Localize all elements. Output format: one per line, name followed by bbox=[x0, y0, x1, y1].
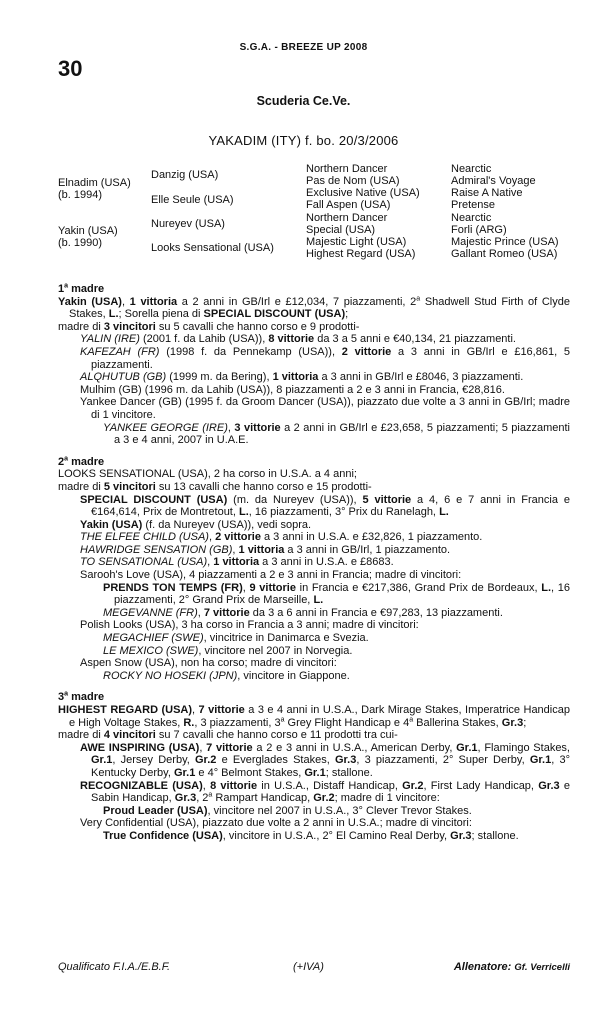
record-entry: YALIN (IRE) (2001 f. da Lahib (USA)), 8 vittorie da 3 a 5 anni e €40,134, 21 piazzamenti. bbox=[80, 333, 516, 346]
record-entry: ROCKY NO HOSEKI (JPN), vincitore in Giappone. bbox=[103, 669, 350, 682]
record-entry: KAFEZAH (FR) (1998 f. da Pennekamp (USA)), 2 vittorie a 3 anni in GB/Irl e £16,861, 5 piazzamenti. bbox=[80, 345, 570, 371]
pedigree-g2: Danzig (USA) bbox=[151, 169, 219, 181]
pedigree-g3: Fall Aspen (USA) bbox=[306, 199, 391, 211]
record-entry: ALQHUTUB (GB) (1999 m. da Bering), 1 vittoria a 3 anni in GB/Irl e £8046, 3 piazzamenti. bbox=[80, 371, 524, 384]
section-heading: 2$^a$ madre bbox=[58, 455, 105, 468]
footer-trainer bbox=[454, 961, 570, 973]
record-entry: Yankee Dancer (GB) (1995 f. da Groom Dancer (USA)), piazzato due volte a 3 anni in GB/Irl; madre di 1 vincitore. bbox=[80, 396, 570, 421]
record-entry: YANKEE GEORGE (IRE), 3 vittorie a 2 anni in GB/Irl e £23,658, 5 piazzamenti; 5 piazzamenti a 3 e 4 anni, 2007 in U.A.E. bbox=[103, 421, 570, 447]
pedigree-g4: Pretense bbox=[451, 199, 496, 211]
pedigree-g4: Forli (ARG) bbox=[451, 224, 507, 236]
pedigree-g3: Pas de Nom (USA) bbox=[306, 175, 400, 187]
pedigree-g4: Raise A Native bbox=[451, 187, 523, 199]
pedigree-dam: Yakin (USA) bbox=[58, 225, 118, 237]
section-heading: 1$^a$ madre bbox=[58, 282, 105, 295]
pedigree-g2: Looks Sensational (USA) bbox=[151, 242, 274, 254]
record-entry: SPECIAL DISCOUNT (USA) (m. da Nureyev (USA)), 5 vittorie a 4, 6 e 7 anni in Francia e €164,614, Prix de Montretout, L., 16 piazzamenti, 3° Prix du Ranelagh, L. bbox=[80, 493, 570, 519]
footer-vat-note: (+IVA) bbox=[293, 961, 324, 973]
record-entry: Proud Leader (USA), vincitore nel 2007 in U.S.A., 3° Clever Trevor Stakes. bbox=[103, 804, 472, 817]
record-entry: MEGACHIEF (SWE), vincitrice in Danimarca e Svezia. bbox=[103, 632, 369, 645]
horse-title: YAKADIM (ITY) f. bo. 20/3/2006 bbox=[208, 133, 399, 148]
record-entry: madre di 4 vincitori su 7 cavalli che hanno corso e 11 prodotti tra cui- bbox=[58, 729, 398, 742]
record-entry: LE MEXICO (SWE), vincitore nel 2007 in Norvegia. bbox=[103, 644, 353, 657]
record-entry: True Confidence (USA), vincitore in U.S.A., 2° El Camino Real Derby, Gr.3; stallone. bbox=[103, 829, 519, 842]
record-entry: AWE INSPIRING (USA), 7 vittorie a 2 e 3 anni in U.S.A., American Derby, Gr.1, Flamingo Stakes, Gr.1, Jersey Derby, Gr.2 e Everglades Stakes, Gr.3, 3 piazzamenti, 2° Super Derby, Gr.1, 3° Kentucky Derby, Gr.1 e 4° Belmont Stakes, Gr.1; stallone. bbox=[80, 741, 570, 779]
record-entry: TO SENSATIONAL (USA), 1 vittoria a 3 anni in U.S.A. e £8683. bbox=[80, 556, 394, 569]
record-entry: THE ELFEE CHILD (USA), 2 vittorie a 3 anni in U.S.A. e £32,826, 1 piazzamento. bbox=[80, 531, 483, 544]
pedigree-g2: Elle Seule (USA) bbox=[151, 194, 234, 206]
record-entry: madre di 5 vincitori su 13 cavalli che hanno corso e 15 prodotti- bbox=[58, 480, 372, 493]
pedigree-g4: Nearctic bbox=[451, 212, 492, 224]
pedigree-g3: Exclusive Native (USA) bbox=[306, 187, 420, 199]
pedigree-g4: Gallant Romeo (USA) bbox=[451, 248, 558, 260]
pedigree-g4: Nearctic bbox=[451, 163, 492, 175]
record-entry: Polish Looks (USA), 3 ha corso in Francia a 3 anni; madre di vincitori: bbox=[80, 619, 419, 632]
pedigree-g3: Northern Dancer bbox=[306, 163, 388, 175]
pedigree-g3: Northern Dancer bbox=[306, 212, 388, 224]
lot-number: 30 bbox=[58, 56, 83, 81]
record-entry: Yakin (USA) (f. da Nureyev (USA)), vedi sopra. bbox=[80, 518, 312, 531]
produce-record bbox=[58, 283, 570, 843]
pedigree-g4: Majestic Prince (USA) bbox=[451, 236, 559, 248]
pedigree-sire-year: (b. 1994) bbox=[58, 189, 103, 201]
pedigree-g3: Highest Regard (USA) bbox=[306, 248, 416, 260]
pedigree-table bbox=[58, 160, 588, 264]
record-entry: HIGHEST REGARD (USA), 7 vittorie a 3 e 4 anni in U.S.A., Dark Mirage Stakes, Imperatrice Handicap e High Voltage Stakes, R., 3 piazzamenti, 3$^a$ Grey Flight Handicap e 4$^a$ Ballerina Stakes, Gr.3; bbox=[58, 704, 570, 729]
pedigree-g2: Nureyev (USA) bbox=[151, 218, 225, 230]
pedigree-g3: Majestic Light (USA) bbox=[306, 236, 407, 248]
record-entry: RECOGNIZABLE (USA), 8 vittorie in U.S.A., Distaff Handicap, Gr.2, First Lady Handicap, Gr.3 e Sabin Handicap, Gr.3, 2$^a$ Rampart Handicap, Gr.2; madre di 1 vincitore: bbox=[80, 779, 570, 805]
record-entry: Aspen Snow (USA), non ha corso; madre di vincitori: bbox=[80, 657, 337, 670]
footer-qualification: Qualificato F.I.A./E.B.F. bbox=[58, 961, 171, 973]
pedigree-sire: Elnadim (USA) bbox=[58, 177, 131, 189]
owner-name: Scuderia Ce.Ve. bbox=[256, 94, 351, 108]
pedigree-g3: Special (USA) bbox=[306, 224, 376, 236]
record-entry: Yakin (USA), 1 vittoria a 2 anni in GB/Irl e £12,034, 7 piazzamenti, 2$^a$ Shadwell Stud Firth of Clyde Stakes, L.; Sorella piena di SPECIAL DISCOUNT (USA); bbox=[58, 294, 570, 321]
pedigree-g4: Admiral's Voyage bbox=[451, 175, 536, 187]
record-entry: LOOKS SENSATIONAL (USA), 2 ha corso in U.S.A. a 4 anni; bbox=[58, 468, 357, 481]
record-entry: PRENDS TON TEMPS (FR), 9 vittorie in Francia e €217,386, Grand Prix de Bordeaux, L., 16 piazzamenti, 2° Grand Prix de Marseille, L. bbox=[103, 581, 570, 607]
record-entry: HAWRIDGE SENSATION (GB), 1 vittoria a 3 anni in GB/Irl, 1 piazzamento. bbox=[80, 543, 451, 556]
record-entry: madre di 3 vincitori su 5 cavalli che hanno corso e 9 prodotti- bbox=[58, 320, 360, 333]
footer-trainer-name: Gf. Verricelli bbox=[514, 962, 570, 973]
catalogue-header: S.G.A. - BREEZE UP 2008 bbox=[239, 42, 368, 53]
footer bbox=[58, 961, 570, 975]
footer-trainer-label: Allenatore: bbox=[453, 961, 512, 973]
record-entry: Sarooh's Love (USA), 4 piazzamenti a 2 e 3 anni in Francia; madre di vincitori: bbox=[80, 569, 462, 582]
record-entry: Very Confidential (USA), piazzato due volte a 2 anni in U.S.A.; madre di vincitori: bbox=[80, 817, 472, 830]
record-entry: Mulhim (GB) (1996 m. da Lahib (USA)), 8 piazzamenti a 2 e 3 anni in Francia, €28,816. bbox=[80, 383, 505, 396]
pedigree-dam-year: (b. 1990) bbox=[58, 237, 103, 249]
record-entry: MEGEVANNE (FR), 7 vittorie da 3 a 6 anni in Francia e €97,283, 13 piazzamenti. bbox=[103, 606, 503, 619]
section-heading: 3$^a$ madre bbox=[58, 690, 105, 704]
